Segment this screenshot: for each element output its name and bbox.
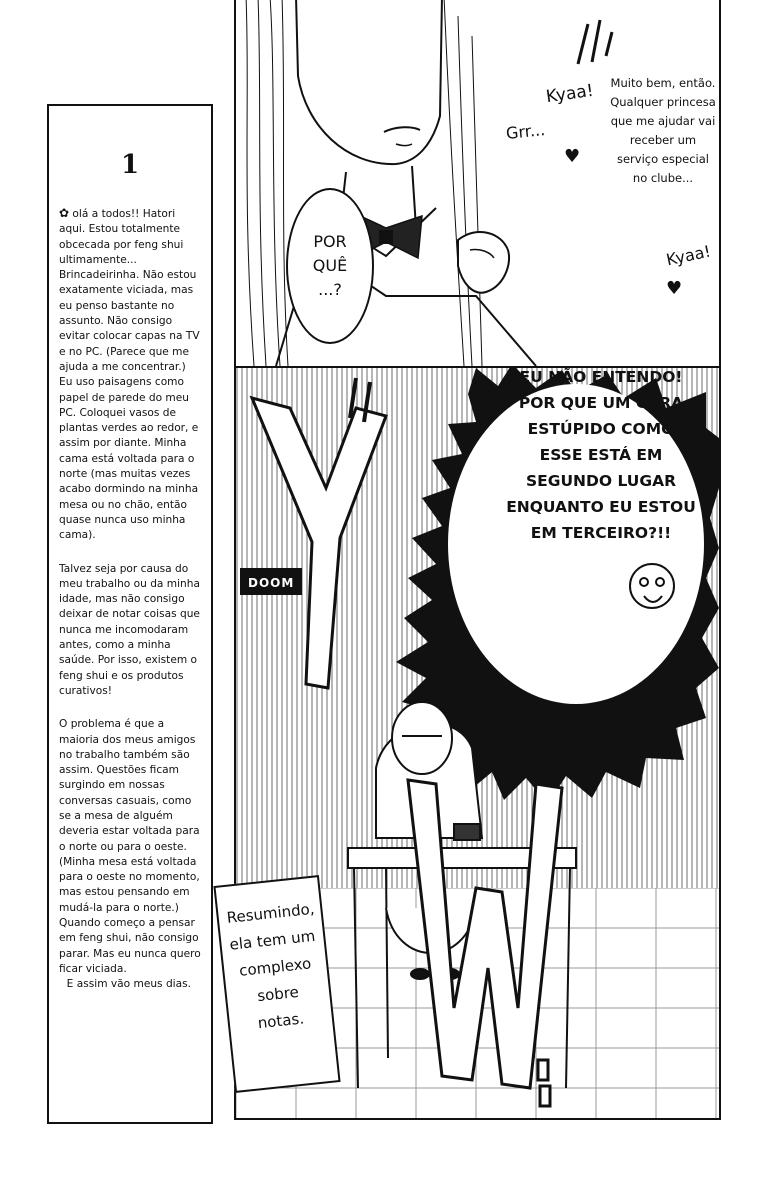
narration-text: Muito bem, então. Qualquer princesa que me ajudar vai receber um serviço especial no clube... (610, 76, 716, 185)
sign-off: E assim vão meus dias. (66, 978, 191, 991)
sfx-doom-label (240, 568, 302, 595)
note-paragraph-3: O problema é que a maioria dos meus amigos no trabalho também são assim. Questões ficam surgindo em nossas conversas casuais, como se a mesa de alguém deveria estar voltada para o norte ou para o oeste. (Minha mesa está voltada para o oeste no momento, mas estou pensando em mudá-la para o norte.) Quando começo a pensar em feng shui, não consigo parar. Mas eu nunca quero ficar viciada. (59, 718, 201, 975)
author-note-sidebar (47, 104, 213, 1124)
speech-bubble-why (286, 188, 374, 344)
caption-box-summary-text: Resumindo, ela tem um complexo sobre notas. (225, 899, 317, 1033)
shout-text: EU NÃO ENTENDO! POR QUE UM CARA ESTÚPIDO COMO ESSE ESTÁ EM SEGUNDO LUGAR ENQUANTO EU ESTOU EM TERCEIRO?!! (506, 368, 696, 542)
sfx-kyaa-1: Kyaa! (544, 80, 595, 108)
flower-icon: ✿ (59, 206, 70, 220)
page-number: 1 (120, 150, 140, 180)
note-paragraph-1-text: olá a todos!! Hatori aqui. Estou totalmente obcecada por feng shui ultimamente... Brincadeirinha. Não estou exatamente viciada, mas eu penso bastante no assunto. Não consigo evitar colocar capas na TV e no PC. (Parece que me ajuda a me concentrar.) Eu uso paisagens como papel de parede do meu PC. Coloquei vasos de plantas verdes ao redor, e assim por diante. Minha cama está voltada para o norte (mas muitas vezes acabo dormindo na minha mesa ou no chão, então quase nunca uso minha cama). (59, 208, 200, 542)
heart-icon: ♥ (564, 146, 581, 167)
note-paragraph-2: Talvez seja por causa do meu trabalho ou da minha idade, mas não consigo deixar de notar coisas que nunca me incomodaram antes, como a minha saúde. Por isso, existem o feng shui e os produtos curativos! (59, 562, 200, 697)
caption-box-summary (213, 875, 340, 1093)
note-paragraph-1 (59, 206, 201, 544)
sfx-doom-text: DOOM (248, 576, 295, 590)
heart-icon: ♥ (666, 278, 683, 299)
sfx-kyaa-2: Kyaa! (664, 241, 713, 270)
speech-bubble-why-text: POR QUÊ ...? (312, 232, 348, 299)
sfx-grr: Grr... (505, 120, 546, 143)
panel-top (234, 0, 721, 368)
